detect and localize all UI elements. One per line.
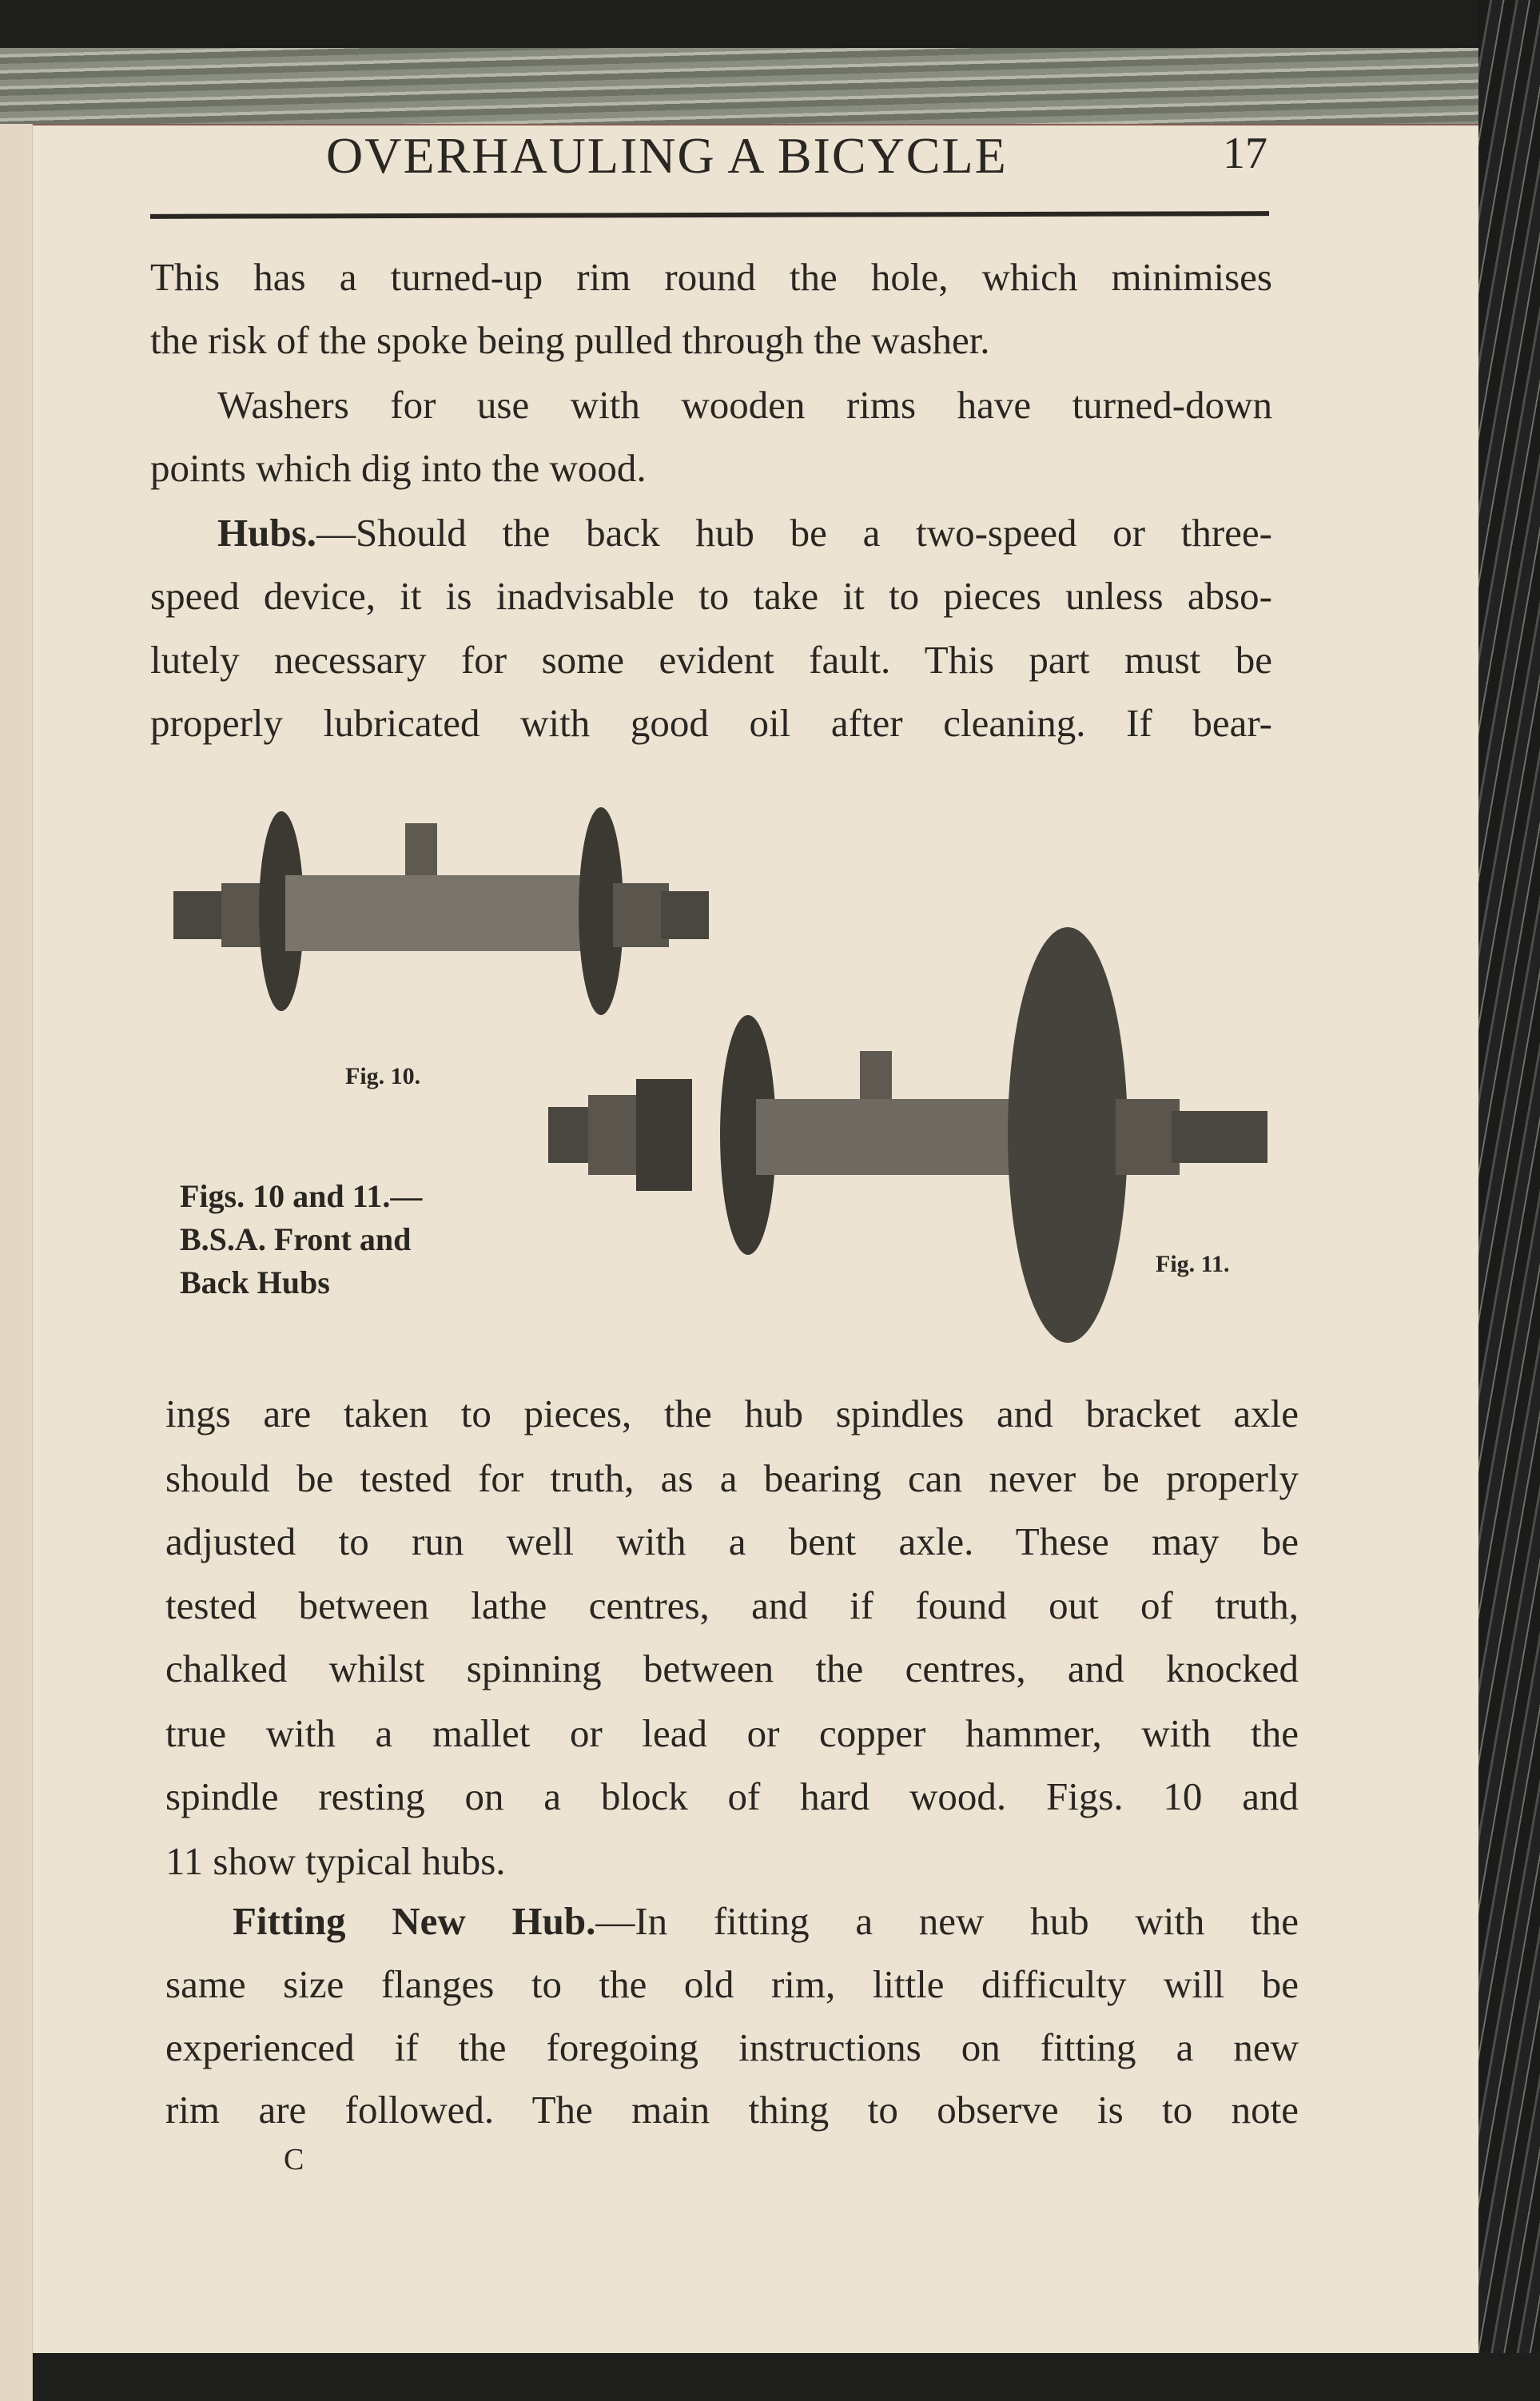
hub-barrel xyxy=(756,1099,1036,1175)
section-heading-fitting-new-hub: Fitting New Hub. xyxy=(233,1899,596,1943)
figure-caption xyxy=(180,1175,422,1304)
text-line: properly lubricated with good oil after cleaning. If bear- xyxy=(150,701,1272,745)
text-line: speed device, it is inadvisable to take it to pieces unless abso- xyxy=(150,574,1272,618)
text-line: This has a turned-up rim round the hole, which minimises xyxy=(150,255,1272,299)
caption-line: B.S.A. Front and xyxy=(180,1221,412,1257)
text-line: 11 show typical hubs. xyxy=(165,1839,506,1883)
fig10-label: Fig. 10. xyxy=(345,1063,421,1089)
text-line: chalked whilst spinning between the centres, and knocked xyxy=(165,1646,1299,1690)
text-line: ings are taken to pieces, the hub spindles and bracket axle xyxy=(165,1392,1299,1435)
page-number: 17 xyxy=(1223,129,1267,178)
oil-cap xyxy=(405,823,437,875)
page-edges xyxy=(0,48,1478,125)
text-line: adjusted to run well with a bent axle. These may be xyxy=(165,1519,1299,1563)
signature-mark: C xyxy=(284,2143,304,2176)
text-line: lutely necessary for some evident fault. This part must be xyxy=(150,638,1272,682)
section-heading-hubs: Hubs. xyxy=(217,511,316,555)
cone xyxy=(588,1095,644,1175)
text-line: rim are followed. The main thing to observe is to note xyxy=(165,2088,1299,2132)
text-line: tested between lathe centres, and if found out of truth, xyxy=(165,1583,1299,1627)
hub-shell xyxy=(636,1079,692,1191)
back-hub-illustration xyxy=(540,919,1283,1355)
cone xyxy=(1116,1099,1180,1175)
text-line: Washers for use with wooden rims have turned-down xyxy=(217,383,1272,427)
gutter-strip xyxy=(0,124,33,2401)
axle-nut xyxy=(1172,1111,1267,1163)
gear-sprocket xyxy=(1008,927,1128,1343)
text-line: experienced if the foregoing instructions on fitting a new xyxy=(165,2025,1299,2069)
axle-nut xyxy=(173,891,229,939)
text-run: —Should the back hub be a two-speed or three- xyxy=(316,511,1272,555)
text-line: spindle resting on a block of hard wood. Figs. 10 and xyxy=(165,1774,1299,1818)
caption-line: Back Hubs xyxy=(180,1264,330,1300)
text-line xyxy=(150,501,1272,564)
oil-cap xyxy=(860,1051,892,1099)
text-line xyxy=(165,1889,1299,1953)
book-cover-edge xyxy=(1478,0,1540,2353)
text-line: the risk of the spoke being pulled through the washer. xyxy=(150,318,990,362)
running-header: OVERHAULING A BICYCLE xyxy=(326,127,1008,184)
caption-line: Figs. 10 and 11.— xyxy=(180,1178,423,1214)
text-run: —In fitting a new hub with the xyxy=(595,1899,1299,1943)
text-line: points which dig into the wood. xyxy=(150,446,647,490)
text-line: true with a mallet or lead or copper hammer, with the xyxy=(165,1711,1299,1755)
text-line: should be tested for truth, as a bearing can never be properly xyxy=(165,1456,1299,1500)
fig11-label: Fig. 11. xyxy=(1156,1251,1230,1277)
text-line: same size flanges to the old rim, little difficulty will be xyxy=(165,1962,1299,2006)
